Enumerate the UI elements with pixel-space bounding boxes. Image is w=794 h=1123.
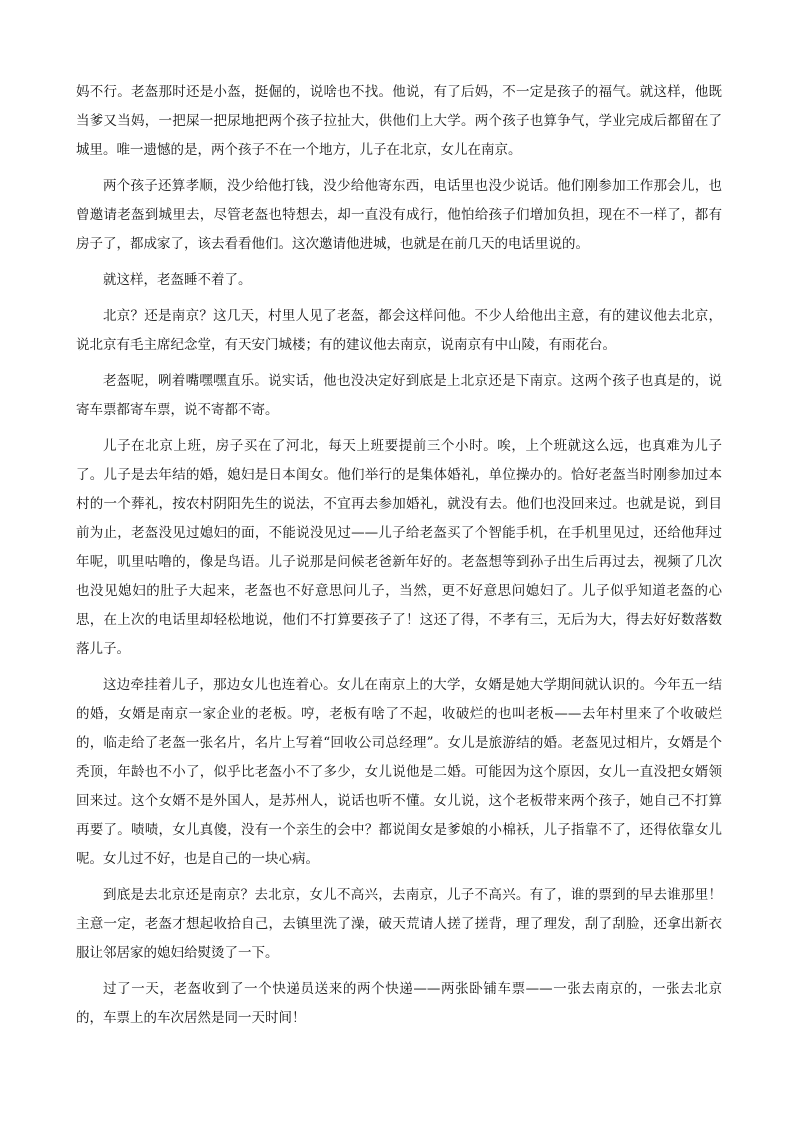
paragraph-7: 这边牵挂着儿子，那边女儿也连着心。女儿在南京上的大学，女婿是她大学期间就认识的。今年五一结的婚，女婿是南京一家企业的老板。哼，老板有啥了不起，收破烂的也叫老板——去年村里来了个收破烂的，临走给了老盔一张名片，名片上写着“回收公司总经理”。女儿是旅游结的婚。老盔见过相片，女婿是个秃顶，年龄也不小了，似乎比老盔小不了多少，女儿说他是二婚。可能因为这个原因，女儿一直没把女婿领回来过。这个女婿不是外国人，是苏州人，说话也听不懂。女儿说，这个老板带来两个孩子，她自己不打算再要了。啧啧，女儿真傻，没有一个亲生的会中？都说闺女是爹娘的小棉袄，儿子指靠不了，还得依靠女儿呢。女儿过不好，也是自己的一块心病。 (76, 677, 722, 867)
document-body (76, 78, 722, 1040)
paragraph-5: 老盔呢，咧着嘴嘿嘿直乐。说实话，他也没决定好到底是上北京还是下南京。这两个孩子也真是的，说寄车票都寄车票，说不寄都不寄。 (76, 373, 722, 418)
paragraph-1: 妈不行。老盔那时还是小盔，挺倔的，说啥也不找。他说，有了后妈，不一定是孩子的福气。就这样，他既当爹又当妈，一把屎一把尿地把两个孩子拉扯大，供他们上大学。两个孩子也算争气，学业完成后都留在了城里。唯一遗憾的是，两个孩子不在一个地方，儿子在北京，女儿在南京。 (76, 84, 722, 158)
paragraph-9: 过了一天，老盔收到了一个快递员送来的两个快递——两张卧铺车票——一张去南京的，一张去北京的，车票上的车次居然是同一天时间！ (76, 981, 722, 1026)
paragraph-2: 两个孩子还算孝顺，没少给他打钱，没少给他寄东西，电话里也没少说话。他们刚参加工作那会儿，也曾邀请老盔到城里去，尽管老盔也特想去，却一直没有成行，他怕给孩子们增加负担，现在不一样了，都有房子了，都成家了，该去看看他们。这次邀请他进城，也就是在前几天的电话里说的。 (76, 178, 722, 252)
paragraph-3: 就这样，老盔睡不着了。 (103, 272, 252, 288)
paragraph-8: 到底是去北京还是南京？去北京，女儿不高兴，去南京，儿子不高兴。有了，谁的票到的早去谁那里！主意一定，老盔才想起收拾自己，去镇里洗了澡，破天荒请人搓了搓背，理了理发，刮了刮脸，还拿出新衣服让邻居家的媳妇给熨烫了一下。 (76, 887, 722, 961)
paragraph-6: 儿子在北京上班，房子买在了河北，每天上班要提前三个小时。唉，上个班就这么远，也真难为儿子了。儿子是去年结的婚，媳妇是日本闺女。他们举行的是集体婚礼，单位操办的。恰好老盔当时刚参加过本村的一个葬礼，按农村阴阳先生的说法，不宜再去参加婚礼，就没有去。他们也没回来过。也就是说，到目前为止，老盔没见过媳妇的面，不能说没见过——儿子给老盔买了个智能手机，在手机里见过，还给他拜过年呢，叽里咕噜的，像是鸟语。儿子说那是问候老爸新年好的。老盔想等到孙子出生后再过去，视频了几次也没见媳妇的肚子大起来，老盔也不好意思问儿子，当然，更不好意思问媳妇了。儿子似乎知道老盔的心思，在上次的电话里却轻松地说，他们不打算要孩子了！这还了得，不孝有三，无后为大，得去好好数落数落儿子。 (76, 438, 722, 657)
paragraph-4: 北京？还是南京？这几天，村里人见了老盔，都会这样问他。不少人给他出主意，有的建议他去北京，说北京有毛主席纪念堂，有天安门城楼；有的建议他去南京，说南京有中山陵，有雨花台。 (76, 308, 722, 353)
